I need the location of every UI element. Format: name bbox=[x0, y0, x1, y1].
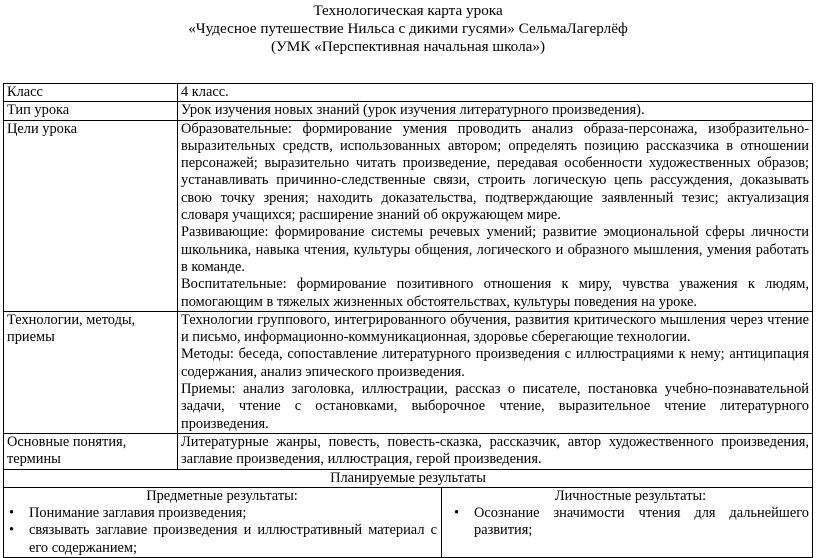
tech-technologies: Технологии группового, интегрированного обучения, развития критического мышления через чтение и письмо, информационно-коммуникационная, здоровье сберегающие технологии. bbox=[181, 311, 809, 346]
row-concepts bbox=[4, 433, 813, 469]
goals-upbringing: Воспитательные: формирование позитивного отношения к миру, чувства уважения к людям, помогающим в тяжелых жизненных обстоятельствах, культуры поведения на уроке. bbox=[181, 276, 809, 310]
row-class bbox=[4, 84, 813, 102]
personal-results-list bbox=[452, 505, 809, 540]
row-concepts-label: Основные понятия, термины bbox=[4, 433, 178, 469]
row-goals-value bbox=[178, 120, 813, 311]
row-type bbox=[4, 102, 813, 120]
row-tech bbox=[4, 311, 813, 433]
tech-methods: Методы: беседа, сопоставление литературного произведения с иллюстрациями к нему; антиципация содержания, анализ эпического произведения. bbox=[181, 346, 809, 380]
row-tech-value bbox=[178, 311, 813, 433]
subject-results-title: Предметные результаты: bbox=[146, 487, 298, 504]
planned-results-heading: Планируемые результаты bbox=[4, 469, 813, 487]
row-class-value: 4 класс. bbox=[178, 84, 813, 102]
list-item: • Понимание заглавия произведения; bbox=[9, 505, 247, 522]
bullet-icon: • bbox=[454, 505, 460, 522]
row-type-value: Урок изучения новых знаний (урок изучения литературного произведения). bbox=[178, 102, 813, 120]
row-goals bbox=[4, 120, 813, 311]
lesson-map-table bbox=[3, 83, 813, 558]
bullet-icon: • bbox=[9, 522, 15, 539]
row-class-label: Класс bbox=[4, 84, 178, 102]
row-results bbox=[4, 487, 813, 557]
row-tech-label: Технологии, методы, приемы bbox=[4, 311, 178, 433]
doc-umk: (УМК «Перспективная начальная школа») bbox=[270, 38, 546, 55]
row-planned bbox=[4, 469, 813, 487]
goals-educational: Образовательные: формирование умения проводить анализ образа-персонажа, изобразительно-выразительных средств, использованных автором; определять позицию рассказчика в отношении персонажей; выразительно читать произведение, передавая особенности художественных образов; устанавливать причинно-следственные связи, строить логическую цепь рассуждения, доказывать свою точку зрения; находить доказательства, подтверждающие заявленный тезис; актуализация словаря учащихся; расширение знаний об окружающем мире. bbox=[181, 120, 809, 224]
row-concepts-value: Литературные жанры, повесть, повесть-сказка, рассказчик, автор художественного произведения, заглавие произведения, иллюстрация, герой произведения. bbox=[178, 433, 813, 469]
results-subtable bbox=[7, 488, 809, 557]
personal-results bbox=[442, 488, 810, 557]
document-header bbox=[0, 2, 816, 56]
list-item: • связывать заглавие произведения и иллюстративный материал с его содержанием; bbox=[9, 522, 437, 556]
subject-results-list bbox=[7, 505, 437, 557]
subject-results bbox=[7, 488, 442, 557]
tech-techniques: Приемы: анализ заголовка, иллюстрации, рассказ о писателе, постановка учебно-познавательной задачи, чтение с остановками, выборочное чтение, выразительное чтение литературного произведения. bbox=[181, 381, 809, 432]
bullet-icon: • bbox=[9, 505, 15, 522]
doc-lesson-name: «Чудесное путешествие Нильса с дикими гусями» СельмаЛагерлёф bbox=[188, 20, 628, 37]
personal-results-title: Личностные результаты: bbox=[554, 487, 707, 504]
row-goals-label: Цели урока bbox=[4, 120, 178, 311]
results-cell bbox=[4, 487, 813, 557]
doc-title: Технологическая карта урока bbox=[313, 2, 503, 19]
list-item: • Осознание значимости чтения для дальнейшего развития; bbox=[454, 505, 809, 539]
row-type-label: Тип урока bbox=[4, 102, 178, 120]
goals-developmental: Развивающие: формирование системы речевых умений; развитие эмоциональной сферы личности школьника, навыка чтения, культуры общения, логического и образного мышления, умения работать в команде. bbox=[181, 224, 809, 275]
